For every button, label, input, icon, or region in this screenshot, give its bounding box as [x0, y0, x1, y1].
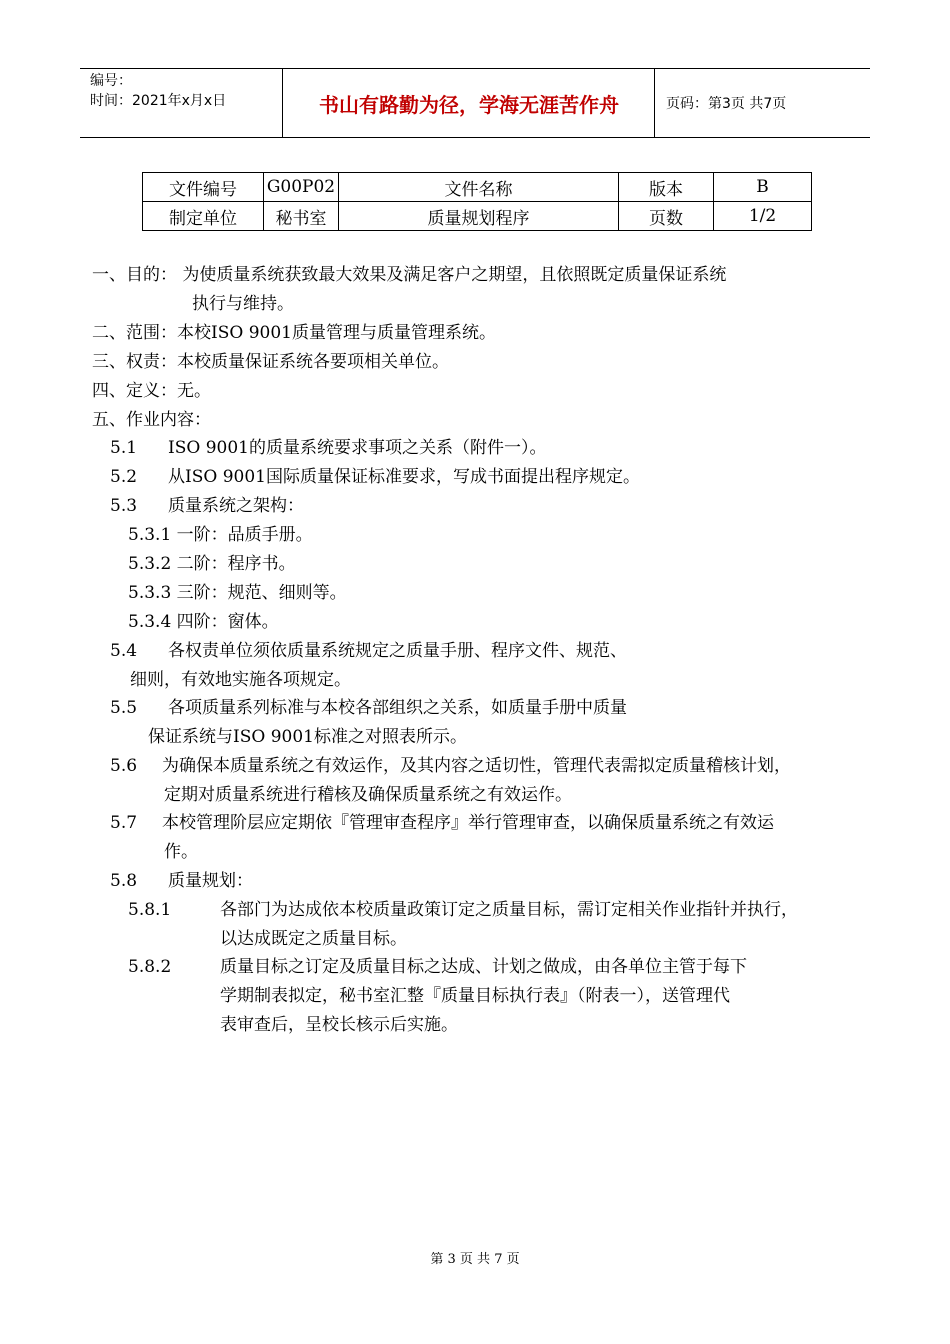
section-5-3-3: 5.3.3 三阶：规范、细则等。 — [128, 583, 347, 603]
header-meta — [90, 71, 226, 111]
section-5-3-2: 5.3.2 二阶：程序书。 — [128, 554, 296, 574]
header-motto: 书山有路勤为径，学海无涯苦作舟 — [319, 92, 619, 117]
section-5-8-1-text: 各部门为达成依本校质量政策订定之质量目标，需订定相关作业指针并执行， — [220, 900, 798, 920]
table-cell: 秘书室 — [264, 202, 339, 231]
table-cell: 页数 — [619, 202, 714, 231]
table-cell: G00P02 — [264, 173, 339, 202]
section-5-3-text: 质量系统之架构： — [168, 496, 304, 516]
section-5-7-text: 本校管理阶层应定期依『管理审查程序』举行管理审查，以确保质量系统之有效运 — [162, 813, 774, 833]
purpose-line: 一、目的： 为使质量系统获致最大效果及满足客户之期望，且依照既定质量保证系统 — [92, 265, 727, 285]
section-5-7-continuation: 作。 — [164, 842, 198, 862]
section-number: 5.7 — [110, 813, 138, 833]
section-5-6-continuation: 定期对质量系统进行稽核及确保质量系统之有效运作。 — [164, 785, 572, 805]
table-cell: B — [714, 173, 812, 202]
section-5-8-text: 质量规划： — [168, 871, 253, 891]
procedure-heading: 五、作业内容： — [92, 410, 211, 430]
section-number: 5.8.1 — [128, 900, 172, 920]
table-cell: 文件编号 — [143, 173, 264, 202]
section-5-3-1: 5.3.1 一阶：品质手册。 — [128, 525, 313, 545]
section-5-2-text: 从ISO 9001国际质量保证标准要求，写成书面提出程序规定。 — [168, 467, 640, 487]
section-5-4-text: 各权责单位须依质量系统规定之质量手册、程序文件、规范、 — [168, 641, 627, 661]
section-number: 5.5 — [110, 698, 138, 718]
header-page-info: 页码：第3页 共7页 — [666, 96, 787, 112]
page-footer: 第 3 页 共 7 页 — [430, 1252, 520, 1267]
responsibility-line: 三、权责：本校质量保证系统各要项相关单位。 — [92, 352, 449, 372]
section-5-5-continuation: 保证系统与ISO 9001标准之对照表所示。 — [148, 727, 467, 747]
date-label: 时间：2021年x月x日 — [90, 93, 227, 109]
section-number: 5.8 — [110, 871, 138, 891]
page-header — [80, 68, 870, 138]
section-5-6-text: 为确保本质量系统之有效运作，及其内容之适切性，管理代表需拟定质量稽核计划， — [162, 756, 791, 776]
table-cell: 文件名称 — [339, 173, 619, 202]
table-cell: 质量规划程序 — [339, 202, 619, 231]
scope-line: 二、范围：本校ISO 9001质量管理与质量管理系统。 — [92, 323, 496, 343]
section-number: 5.3 — [110, 496, 138, 516]
section-number: 5.2 — [110, 467, 138, 487]
section-5-3-4: 5.3.4 四阶：窗体。 — [128, 612, 279, 632]
section-number: 5.1 — [110, 438, 138, 458]
section-5-4-continuation: 细则，有效地实施各项规定。 — [130, 670, 351, 690]
section-5-5-text: 各项质量系列标准与本校各部组织之关系，如质量手册中质量 — [168, 698, 627, 718]
document-info-table — [142, 172, 812, 231]
definition-line: 四、定义：无。 — [92, 381, 211, 401]
section-5-1-text: ISO 9001的质量系统要求事项之关系（附件一）。 — [168, 438, 547, 458]
section-5-8-2-continuation: 学期制表拟定，秘书室汇整『质量目标执行表』（附表一），送管理代 — [220, 986, 730, 1006]
header-divider-left — [282, 69, 283, 137]
table-cell: 制定单位 — [143, 202, 264, 231]
section-5-8-2-text: 质量目标之订定及质量目标之达成、计划之做成，由各单位主管于每下 — [220, 957, 747, 977]
section-number: 5.4 — [110, 641, 138, 661]
serial-number-label: 编号： — [90, 73, 132, 89]
section-number: 5.8.2 — [128, 957, 172, 977]
table-row — [143, 202, 812, 231]
table-cell: 1/2 — [714, 202, 812, 231]
table-cell: 版本 — [619, 173, 714, 202]
table-row — [143, 173, 812, 202]
section-number: 5.6 — [110, 756, 138, 776]
purpose-continuation: 执行与维持。 — [192, 294, 294, 314]
header-divider-right — [654, 69, 655, 137]
section-5-8-2-continuation: 表审查后，呈校长核示后实施。 — [220, 1015, 458, 1035]
section-5-8-1-continuation: 以达成既定之质量目标。 — [220, 929, 407, 949]
